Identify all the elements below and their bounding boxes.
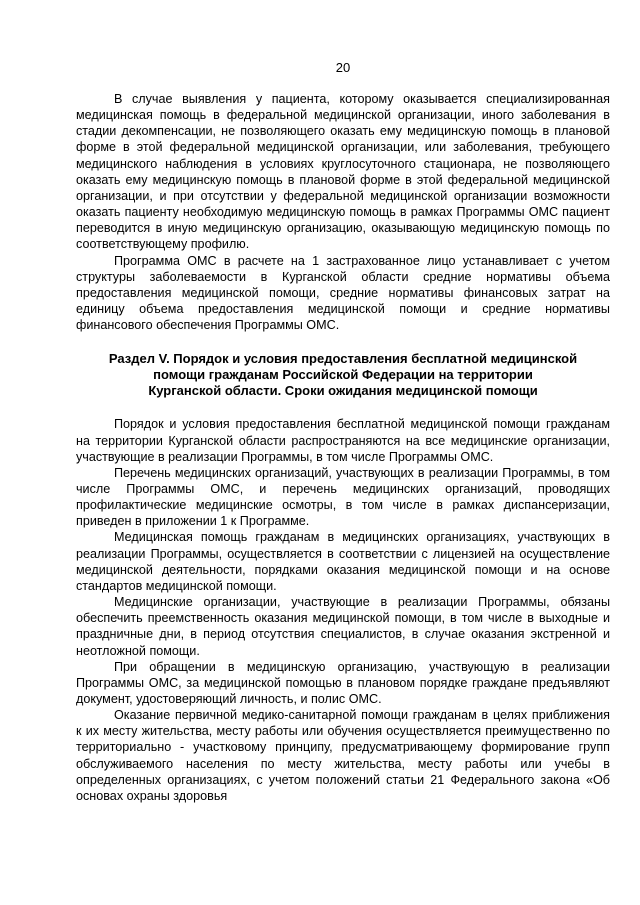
paragraph-scope: Порядок и условия предоставления бесплатной медицинской помощи гражданам на территории Курганской области распространяются на все медицинские организации, участвующие в реализации Программы, в том числе Программы ОМС.: [76, 417, 610, 464]
section-title-line-3: Курганской области. Сроки ожидания медицинской помощи: [148, 383, 538, 399]
section-title-line-2: помощи гражданам Российской Федерации на территории: [153, 367, 533, 383]
page-number: 20: [335, 60, 351, 75]
section-title-line-1: Раздел V. Порядок и условия предоставления бесплатной медицинской: [108, 351, 578, 367]
paragraph-primary-care: Оказание первичной медико-санитарной помощи гражданам в целях приближения к их месту жительства, месту работы или обучения осуществляется преимущественно по территориально - участковому принципу, предусматривающему формирование групп обслуживаемого населения по месту жительства, месту работы или учебы в определенных организациях, с учетом положений статьи 21 Федерального закона «Об основах охраны здоровья: [76, 708, 610, 803]
paragraph-continuity: Медицинские организации, участвующие в реализации Программы, обязаны обеспечить преемственность оказания медицинской помощи, в том числе в выходные и праздничные дни, в период отсутствия специалистов, в случае оказания экстренной и неотложной помощи.: [76, 595, 610, 658]
paragraph-licensing: Медицинская помощь гражданам в медицинских организациях, участвующих в реализации Программы, осуществляется в соответствии с лицензией на осуществление медицинской деятельности, порядками оказания медицинской помощи и на основе стандартов медицинской помощи.: [76, 530, 610, 593]
paragraph-patient-transfer: В случае выявления у пациента, которому оказывается специализированная медицинская помощь в федеральной медицинской организации, иного заболевания в стадии декомпенсации, не позволяющего оказать ему медицинскую помощь в плановой форме в этой федеральной медицинской организации, или заболевания, требующего медицинского наблюдения в условиях круглосуточного стационара, не позволяющего оказать ему медицинскую помощь в плановой форме в этой федеральной медицинской организации, и при отсутствии у федеральной медицинской организации возможности оказать пациенту необходимую медицинскую помощь в рамках Программы ОМС пациент переводится в иную медицинскую организацию, оказывающую медицинскую помощь по соответствующему профилю.: [76, 92, 610, 252]
paragraph-organization-list: Перечень медицинских организаций, участвующих в реализации Программы, в том числе Программы ОМС, и перечень медицинских организаций, проводящих профилактические медицинские осмотры, в том числе в рамках диспансеризации, приведен в приложении 1 к Программе.: [76, 465, 610, 529]
section-title: [76, 351, 610, 399]
paragraph-documents: При обращении в медицинскую организацию, участвующую в реализации Программы ОМС, за медицинской помощью в плановом порядке граждане предъявляют документ, удостоверяющий личность, и полис ОМС.: [76, 659, 610, 706]
paragraph-oms-norms: Программа ОМС в расчете на 1 застрахованное лицо устанавливает с учетом структуры заболеваемости в Курганской области средние нормативы объема предоставления медицинской помощи, средние нормативы финансовых затрат на единицу объема предоставления медицинской помощи и средние нормативы финансового обеспечения Программы ОМС.: [76, 253, 610, 333]
document-page: [76, 60, 610, 804]
